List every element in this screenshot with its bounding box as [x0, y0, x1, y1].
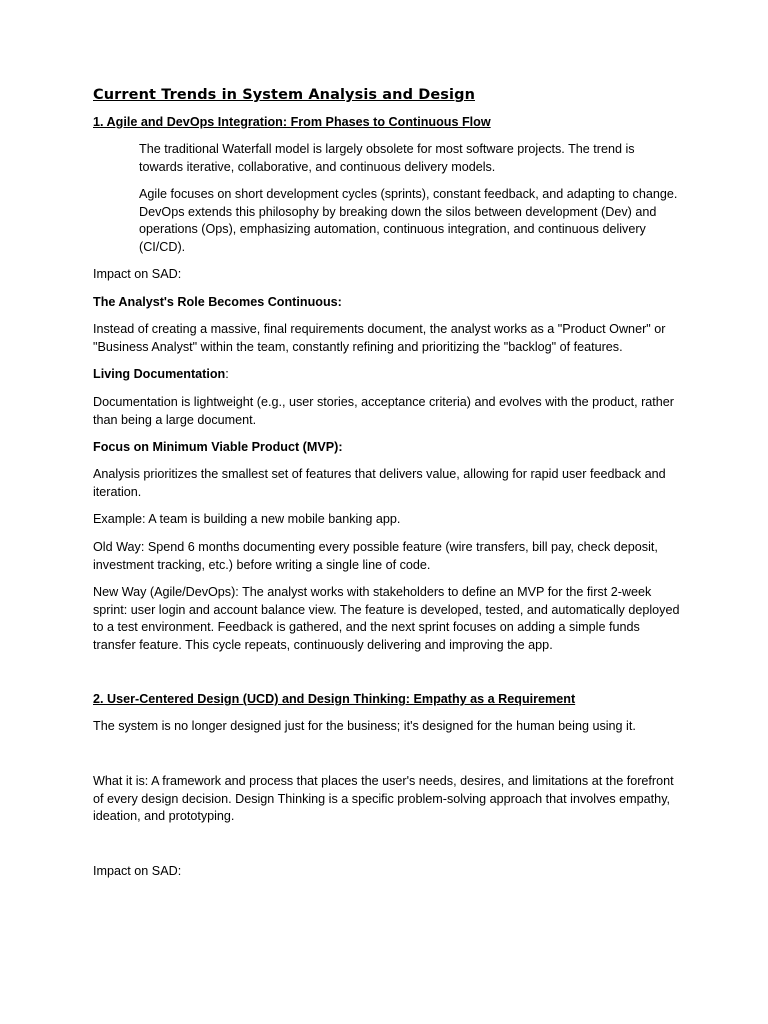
section2-heading: 2. User-Centered Design (UCD) and Design Thinking: Empathy as a Requirement — [93, 692, 576, 706]
section1-paragraph-2: Agile focuses on short development cycles (sprints), constant feedback, and adapting to change. DevOps extends this philosophy by breaking down the silos between development (Dev) and operations (Ops), emphasizing automation, continuous integration, and continuous delivery (CI/CD). — [139, 187, 678, 254]
living-documentation-line — [93, 366, 683, 384]
section2-impact-label: Impact on SAD: — [93, 864, 182, 878]
mvp-heading: Focus on Minimum Viable Product (MVP): — [93, 440, 343, 454]
new-way-text: New Way (Agile/DevOps): The analyst works with stakeholders to define an MVP for the first 2-week sprint: user login and account balance view. The feature is developed, tested, and automatically deployed to a test environment. Feedback is gathered, and the next sprint focuses on adding a simple funds transfer feature. This cycle repeats, continuously delivering and improving the app. — [93, 585, 680, 652]
example-text: Example: A team is building a new mobile banking app. — [93, 512, 401, 526]
section1-impact-label: Impact on SAD: — [93, 267, 182, 281]
analyst-role-text: Instead of creating a massive, final requirements document, the analyst works as a "Product Owner" or "Business Analyst" within the team, constantly refining and prioritizing the "backlog" of features. — [93, 322, 666, 354]
living-documentation-heading: Living Documentation — [93, 367, 226, 381]
analyst-role-heading: The Analyst's Role Becomes Continuous: — [93, 295, 342, 309]
old-way-text: Old Way: Spend 6 months documenting every possible feature (wire transfers, bill pay, check deposit, investment tracking, etc.) before writing a single line of code. — [93, 540, 658, 572]
what-it-is-text: What it is: A framework and process that places the user's needs, desires, and limitations at the forefront of every design decision. Design Thinking is a specific problem-solving approach that involves empathy, ideation, and prototyping. — [93, 774, 674, 823]
section2-intro: The system is no longer designed just for the business; it's designed for the human being using it. — [93, 719, 636, 733]
section1-heading: 1. Agile and DevOps Integration: From Phases to Continuous Flow — [93, 115, 491, 129]
document-title: Current Trends in System Analysis and Design — [93, 87, 475, 103]
section1-paragraph-1: The traditional Waterfall model is largely obsolete for most software projects. The trend is towards iterative, collaborative, and continuous delivery models. — [139, 142, 635, 174]
living-documentation-text: Documentation is lightweight (e.g., user stories, acceptance criteria) and evolves with the product, rather than being a large document. — [93, 395, 674, 427]
mvp-text: Analysis prioritizes the smallest set of features that delivers value, allowing for rapid user feedback and iteration. — [93, 467, 666, 499]
living-documentation-colon: : — [225, 367, 229, 381]
